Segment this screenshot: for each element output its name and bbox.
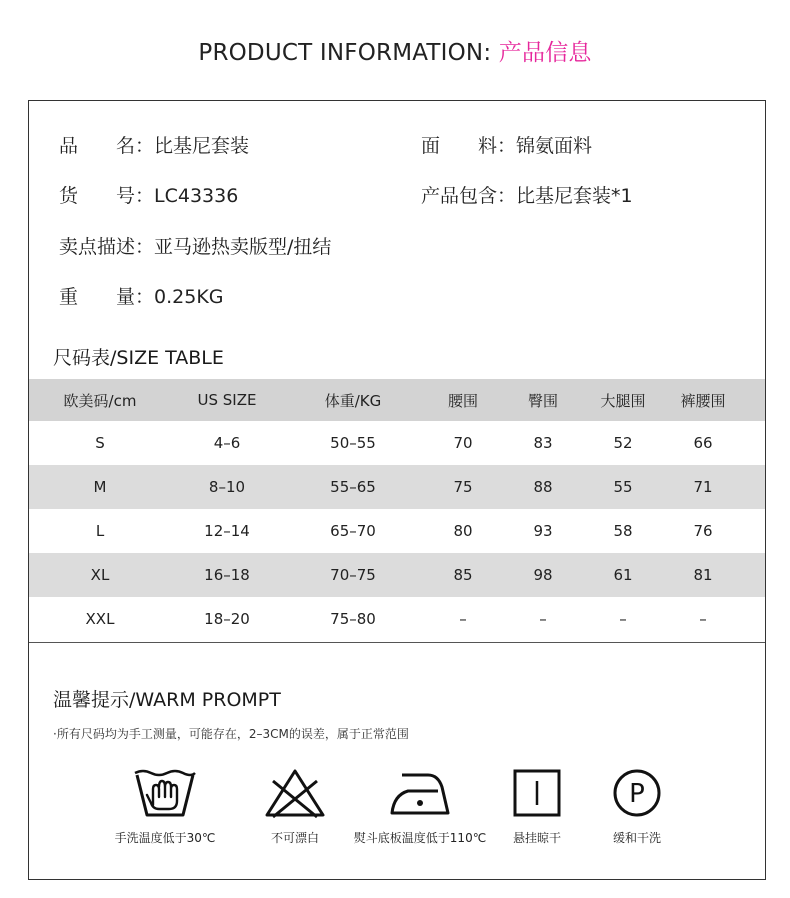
size-table-title: 尺码表/SIZE TABLE (53, 347, 224, 369)
section-divider (29, 642, 765, 643)
package-row (421, 181, 633, 208)
care-label: 悬挂晾干 (512, 831, 561, 845)
selling-value: 亚马逊热卖版型/扭结 (154, 236, 332, 258)
package-label: 产品包含： (421, 185, 517, 207)
care-label: 缓和干洗 (612, 831, 661, 845)
weight-row (59, 282, 224, 309)
selling-label: 卖点描述： (59, 236, 155, 258)
table-cell: 70 (453, 434, 473, 452)
sku-value: LC43336 (154, 185, 239, 207)
table-header-cell: 体重/KG (324, 391, 382, 410)
table-cell: – (619, 610, 627, 628)
table-cell: – (699, 610, 707, 628)
table-header-cell: 腰围 (447, 391, 478, 410)
dry-clean-p-icon (605, 767, 669, 819)
table-cell: 8–10 (208, 478, 246, 496)
table-cell: 88 (533, 478, 553, 496)
care-item-hand-wash (105, 767, 225, 846)
no-bleach-icon (263, 767, 327, 819)
table-cell: 81 (693, 566, 713, 584)
page-title (0, 34, 790, 67)
table-cell: 55 (613, 478, 633, 496)
table-cell: – (539, 610, 547, 628)
product-info-frame (28, 100, 766, 880)
table-header-cell: 裤腰围 (680, 391, 726, 410)
table-cell: XXL (85, 610, 115, 628)
table-cell: 80 (453, 522, 473, 540)
table-cell: S (95, 434, 105, 452)
package-value: 比基尼套装*1 (516, 185, 633, 207)
table-cell: 71 (693, 478, 713, 496)
weight-label: 重 量： (59, 286, 155, 308)
table-row (29, 509, 765, 553)
care-label: 不可漂白 (270, 831, 319, 845)
hang-dry-icon (505, 767, 569, 819)
table-cell: 58 (613, 522, 633, 540)
title-cn: 产品信息 (498, 40, 592, 66)
title-en: PRODUCT INFORMATION: (198, 40, 499, 66)
table-cell: 65–70 (330, 522, 376, 540)
table-cell: 4–6 (213, 434, 241, 452)
table-cell: 98 (533, 566, 553, 584)
table-header-cell: 臀围 (527, 391, 558, 410)
selling-row (59, 232, 331, 259)
table-cell: 76 (693, 522, 713, 540)
table-cell: 55–65 (330, 478, 376, 496)
table-row (29, 465, 765, 509)
size-table (29, 379, 765, 641)
sku-row (59, 181, 238, 208)
product-name-value: 比基尼套装 (154, 135, 250, 157)
dry-clean-letter: P (629, 779, 645, 809)
table-cell: – (459, 610, 467, 628)
table-cell: 83 (533, 434, 553, 452)
table-cell: 70–75 (330, 566, 376, 584)
table-cell: 12–14 (204, 522, 250, 540)
weight-value: 0.25KG (154, 286, 224, 308)
product-name-row (59, 131, 249, 158)
hand-wash-icon (133, 767, 197, 819)
iron-icon (388, 767, 452, 819)
table-cell: M (93, 478, 107, 496)
table-cell: 52 (613, 434, 633, 452)
measurement-note: ·所有尺码均为手工测量，可能存在，2–3CM的误差，属于正常范围 (53, 727, 409, 741)
table-cell: 16–18 (204, 566, 250, 584)
table-row (29, 421, 765, 465)
table-cell: L (95, 522, 105, 540)
product-name-label: 品 名： (59, 135, 155, 157)
table-cell: 85 (453, 566, 473, 584)
fabric-row (421, 131, 592, 158)
fabric-value: 锦氨面料 (516, 135, 593, 157)
table-cell: 61 (613, 566, 633, 584)
warm-prompt-title: 温馨提示/WARM PROMPT (53, 689, 281, 711)
care-label: 熨斗底板温度低于110℃ (353, 831, 487, 845)
care-label: 手洗温度低于30℃ (114, 831, 216, 845)
table-header-row (29, 379, 765, 421)
table-cell: 75–80 (330, 610, 376, 628)
table-row (29, 597, 765, 641)
table-header-cell: 大腿围 (600, 391, 646, 410)
table-header-cell: 欧美码/cm (63, 391, 137, 410)
care-item-no-bleach (235, 767, 355, 846)
table-cell: XL (90, 566, 110, 584)
table-cell: 75 (453, 478, 473, 496)
table-cell: 93 (533, 522, 553, 540)
table-row (29, 553, 765, 597)
fabric-label: 面 料： (421, 135, 517, 157)
sku-label: 货 号： (59, 185, 155, 207)
table-header-cell: US SIZE (197, 391, 257, 409)
table-cell: 50–55 (330, 434, 376, 452)
care-item-iron (345, 767, 495, 846)
table-cell: 18–20 (204, 610, 250, 628)
care-item-hang-dry (487, 767, 587, 846)
care-item-dry-clean (587, 767, 687, 846)
table-cell: 66 (693, 434, 713, 452)
